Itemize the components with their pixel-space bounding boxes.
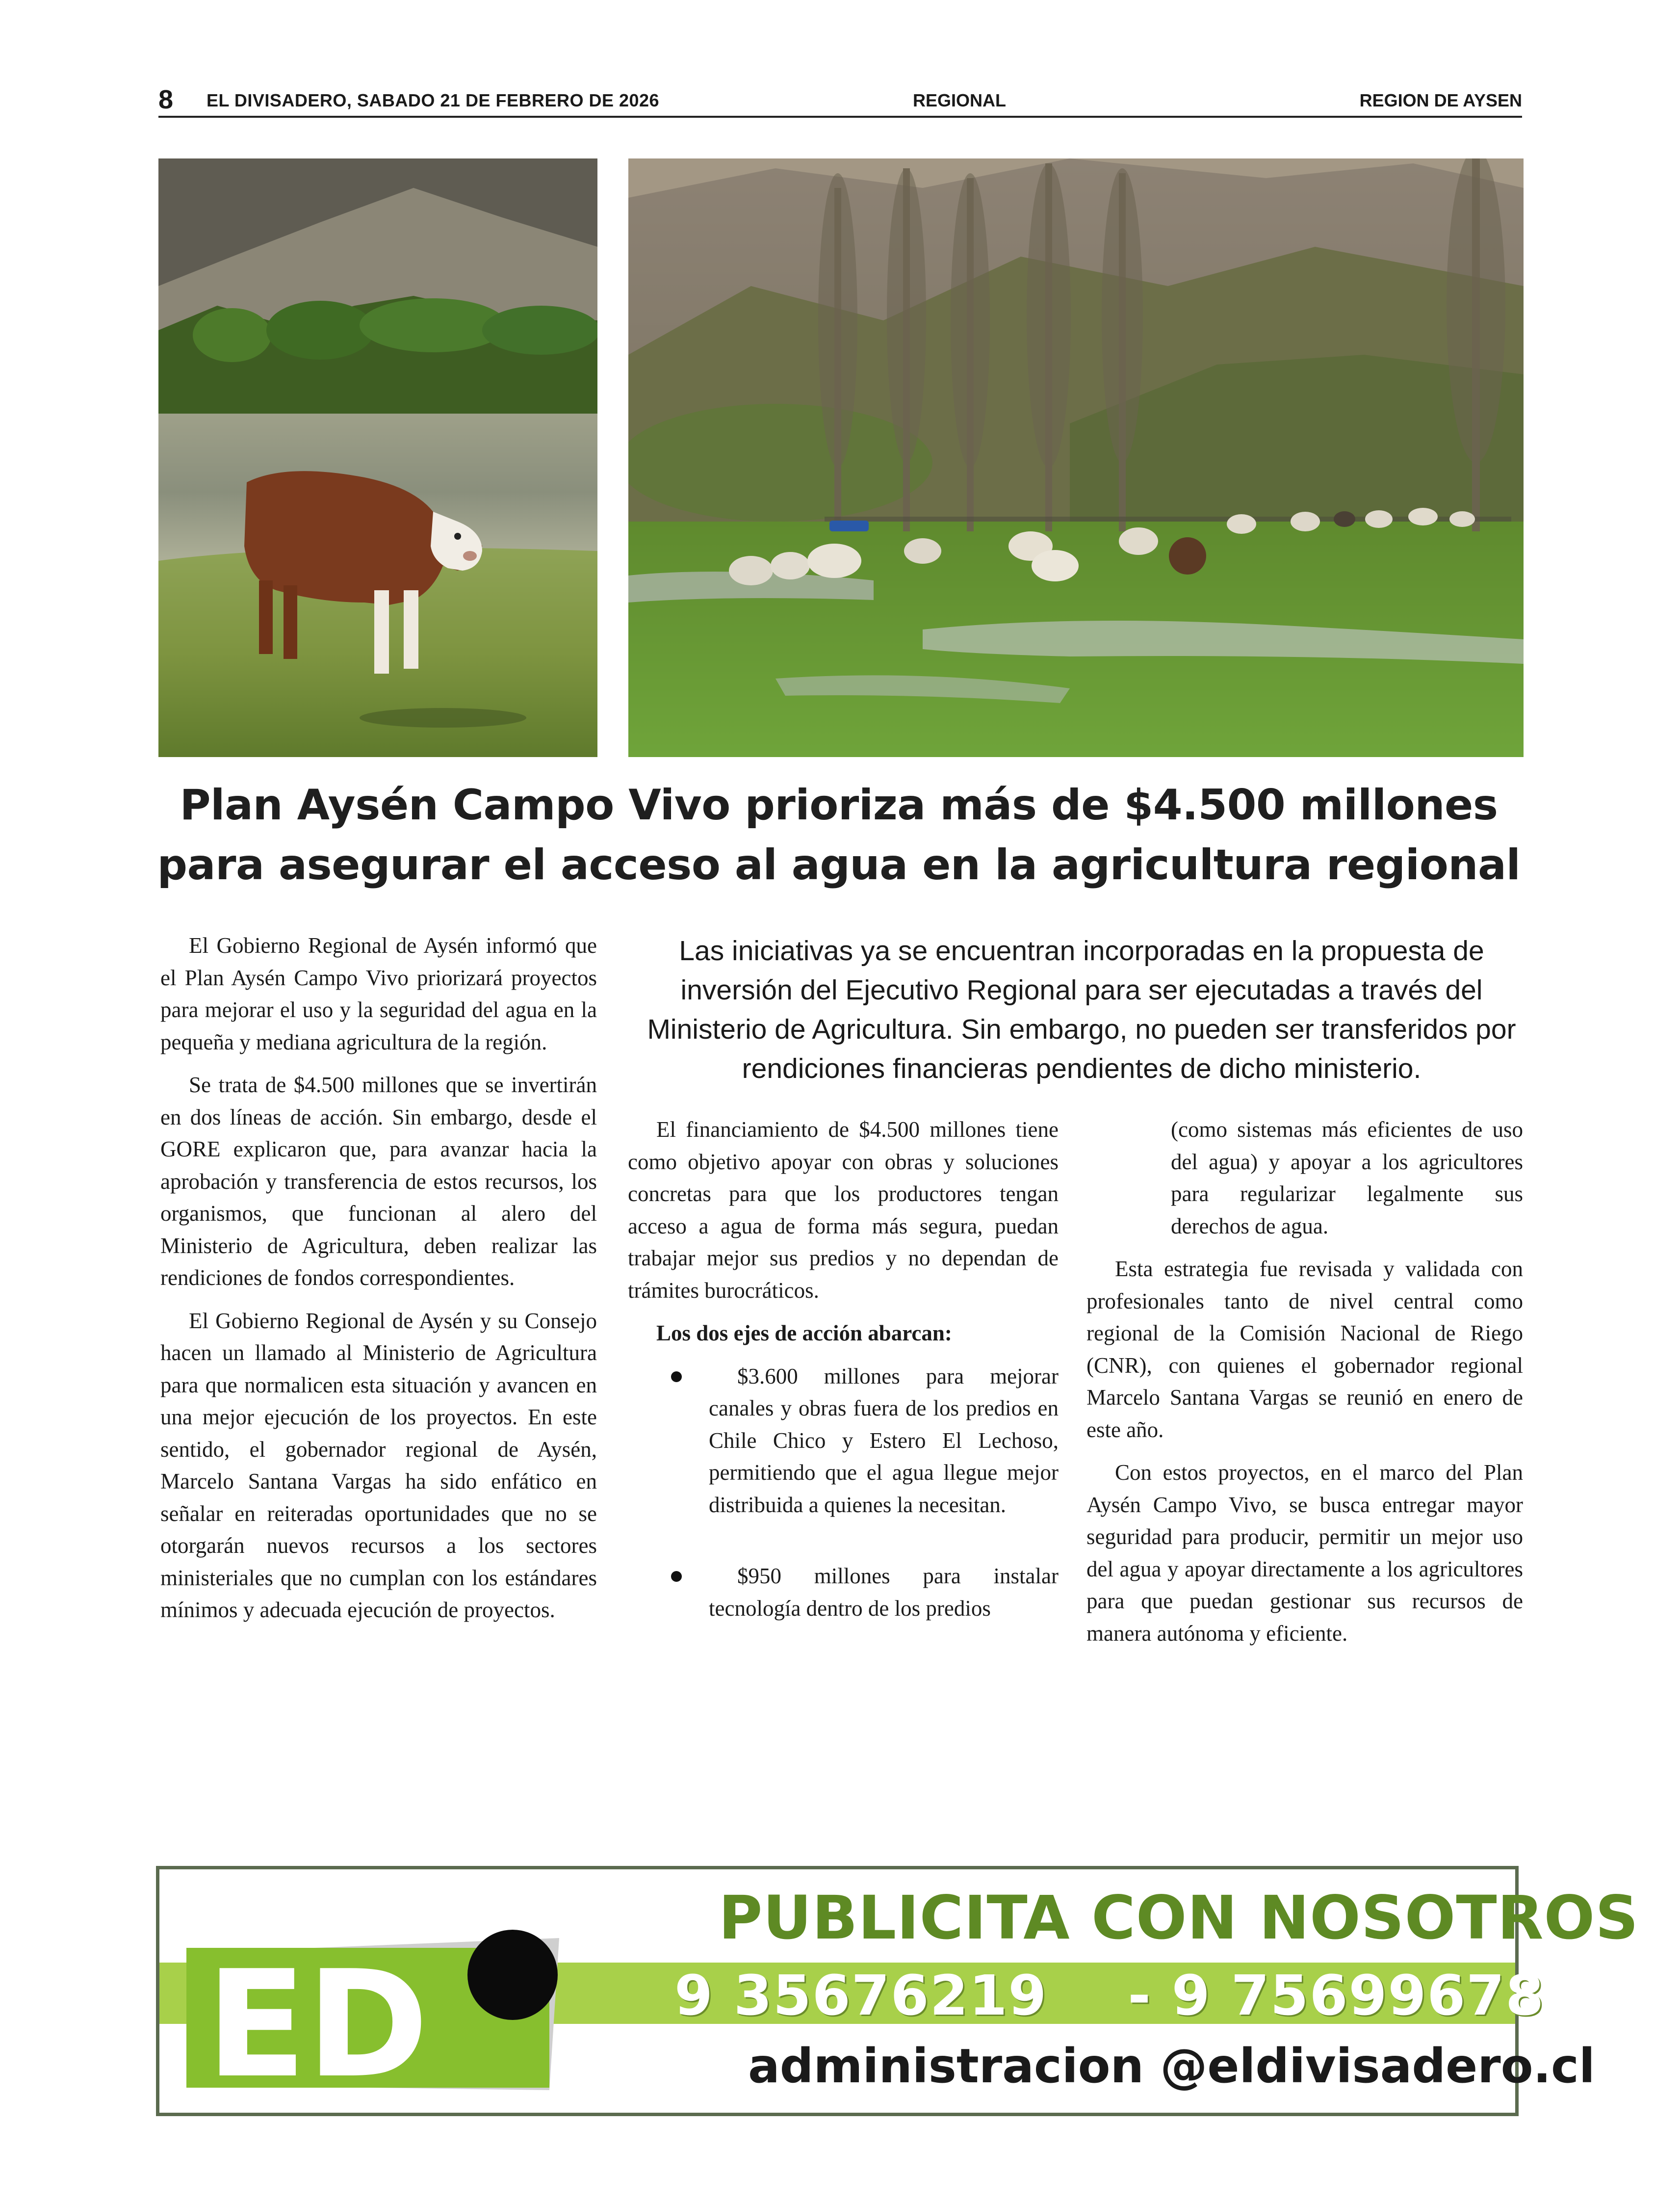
bullet-icon	[671, 1371, 682, 1382]
photo-sheep-grazing	[628, 158, 1524, 757]
paragraph: Con estos proyectos, en el marco del Plan Aysén Campo Vivo, se busca entregar mayor seguridad para producir, permitir un mejor uso del agua y apoyar directamente a los agricultores para que puedan gestionar sus recursos de manera autónoma y eficiente.	[1086, 1460, 1523, 1646]
bullet-icon	[671, 1571, 682, 1582]
article-column-1	[160, 930, 597, 1637]
bullet-continuation: (como sistemas más eficientes de uso del agua) y apoyar a los agricultores para regularizar legalmente sus derechos de agua.	[1171, 1117, 1523, 1238]
bullet-text: $950 millones para instalar tecnología dentro de los predios	[709, 1564, 1059, 1621]
lead-line-2: inversión del Ejecutivo Regional para ser ejecutadas a través del	[680, 974, 1483, 1006]
photo-cow-by-river	[158, 158, 597, 757]
headline-line-1: Plan Aysén Campo Vivo prioriza más de $4.500 millones	[180, 781, 1498, 830]
section-label: REGIONAL	[913, 90, 1007, 110]
article-column-3	[1086, 1114, 1523, 1660]
paragraph: Esta estrategia fue revisada y validada con profesionales tanto de nivel central como regional de la Comisión Nacional de Riego (CNR), con quienes el gobernador regional Marcelo Santana Vargas se reunió en enero de este año.	[1086, 1257, 1523, 1442]
subheading-action-axes: Los dos ejes de acción abarcan:	[656, 1321, 952, 1345]
article-headline	[137, 775, 1540, 895]
lead-line-1: Las iniciativas ya se encuentran incorporadas en la propuesta de	[679, 935, 1484, 967]
bullet-item	[628, 1560, 1059, 1625]
headline-line-2: para asegurar el acceso al agua en la agricultura regional	[157, 840, 1521, 890]
bullet-item	[628, 1361, 1059, 1521]
paragraph: El Gobierno Regional de Aysén informó que el Plan Aysén Campo Vivo priorizará proyectos para mejorar el uso y la seguridad del agua en la pequeña y mediana agricultura de la región.	[160, 933, 597, 1054]
article-column-2	[628, 1114, 1059, 1635]
region-label: REGION DE AYSEN	[1359, 90, 1522, 110]
ad-title: PUBLICITA CON NOSOTROS	[719, 1883, 1639, 1953]
lead-line-4: rendiciones financieras pendientes de dicho ministerio.	[742, 1053, 1422, 1084]
paragraph: El Gobierno Regional de Aysén y su Consejo hacen un llamado al Ministerio de Agricultura para que normalicen esta situación y avancen en una mejor ejecución de los proyectos. En este sentido, el gobernador regional de Aysén, Marcelo Santana Vargas ha sido enfático en señalar en reiteradas oportunidades que no se otorgarán nuevos recursos a los sectores ministeriales que no cumplan con los estándares mínimos y adecuada ejecución de proyectos.	[160, 1308, 597, 1622]
page-number: 8	[158, 85, 174, 114]
logo-letters: ED	[206, 1939, 429, 2095]
el-divisadero-logo	[186, 1928, 594, 2095]
bullet-text: $3.600 millones para mejorar canales y obras fuera de los predios en Chile Chico y Estero El Lechoso, permitiendo que el agua llegue mejor distribuida a quienes la necesitan.	[709, 1363, 1059, 1517]
article-lead	[628, 931, 1535, 1088]
lead-line-3: Ministerio de Agricultura. Sin embargo, no pueden ser transferidos por	[647, 1014, 1516, 1045]
publication-date-line: EL DIVISADERO, SABADO 21 DE FEBRERO DE 2026	[207, 90, 660, 110]
advertisement-banner	[156, 1866, 1639, 2116]
paragraph: Se trata de $4.500 millones que se invertirán en dos líneas de acción. Sin embargo, desde el GORE explicaron que, para avanzar hacia la aprobación y transferencia de estos recursos, los organismos, que funcionan al alero del Ministerio de Agricultura, deben realizar las rendiciones de fondos correspondientes.	[160, 1073, 597, 1290]
page-header	[158, 83, 1522, 118]
paragraph: El financiamiento de $4.500 millones tiene como objetivo apoyar con obras y soluciones concretas para que los productores tengan acceso a agua de forma más segura, puedan trabajar mejor sus predios y no dependan de trámites burocráticos.	[628, 1117, 1059, 1303]
ad-phone-numbers: 9 35676219 - 9 75699678	[674, 1964, 1545, 2028]
ad-email-link[interactable]: administracion @eldivisadero.cl	[748, 2039, 1595, 2094]
